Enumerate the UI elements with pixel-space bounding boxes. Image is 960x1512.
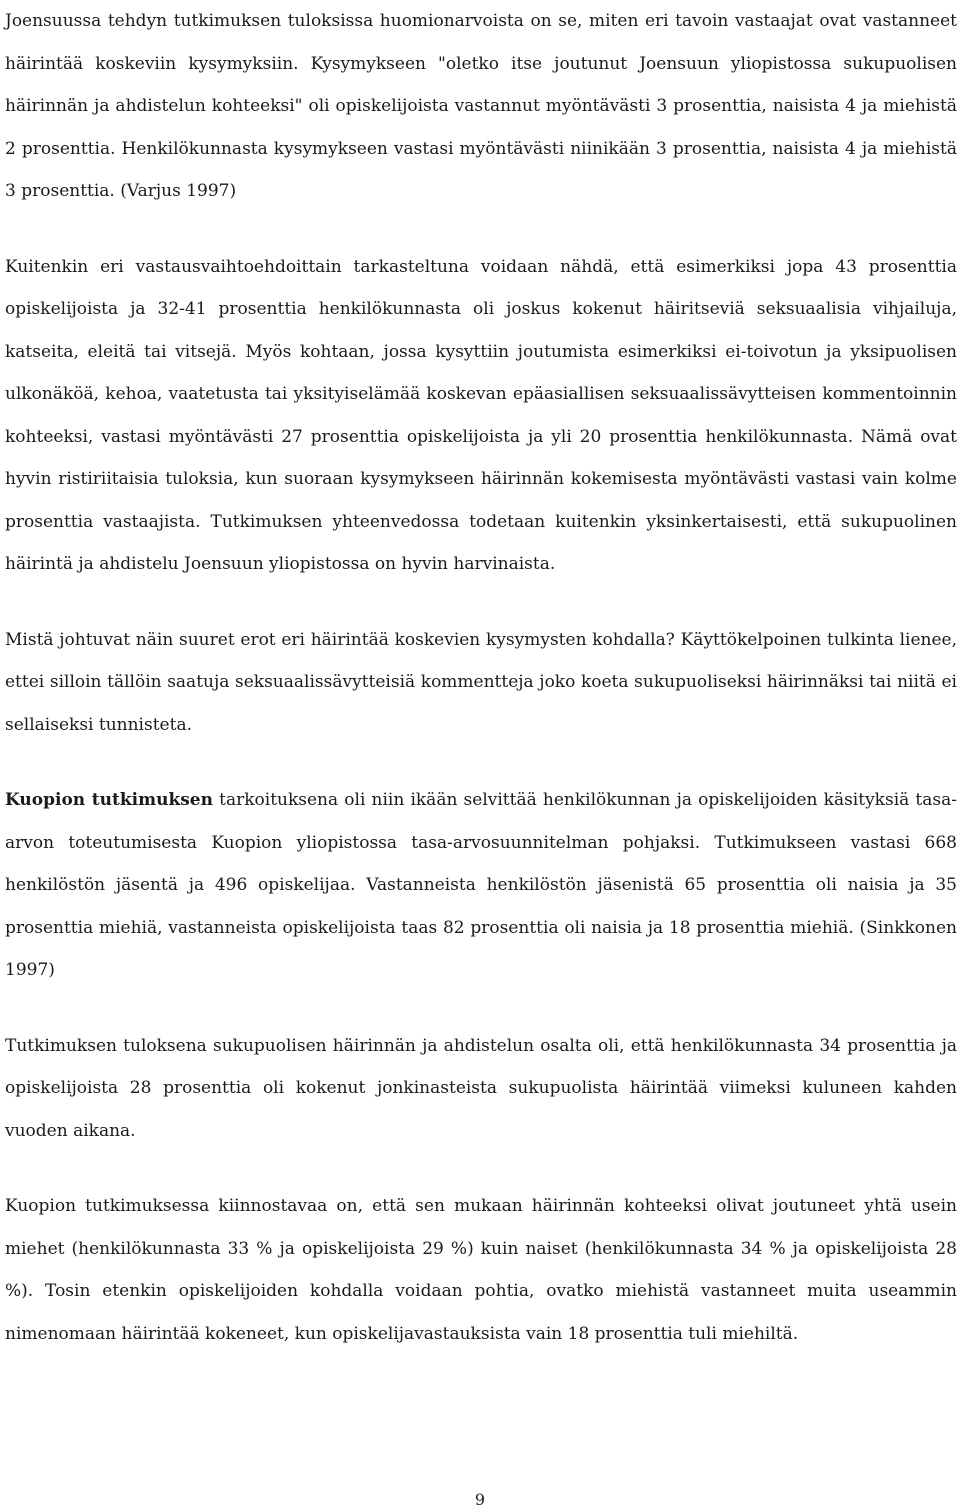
paragraph-response-alternatives: Kuitenkin eri vastausvaihtoehdoittain tarkasteltuna voidaan nähdä, että esimerkiksi jopa 43 prosenttia opiskelijoista ja 32-41 prosenttia henkilökunnasta oli joskus kokenut häiritseviä seksuaalisia vihjailuja, katseita, eleitä tai vitsejä. Myös kohtaan, jossa kysyttiin joutumista esimerkiksi ei-toivotun ja yksipuolisen ulkonäköä, kehoa, vaatetusta tai yksityiselämää koskevan epäasiallisen seksuaalissävytteisen kommentoinnin kohteeksi, vastasi myöntävästi 27 prosenttia opiskelijoista ja yli 20 prosenttia henkilökunnasta. Nämä ovat hyvin ristiriitaisia tuloksia, kun suoraan kysymykseen häirinnän kokemisesta myöntävästi vastasi vain kolme prosenttia vastaajista. Tutkimuksen yhteenvedossa todetaan kuitenkin yksinkertaisesti, että sukupuolinen häirintä ja ahdistelu Joensuun yliopistossa on hyvin harvinaista. (5, 256, 957, 574)
document-page (5, 0, 957, 1355)
paragraph-kuopio-gender: Kuopion tutkimuksessa kiinnostavaa on, että sen mukaan häirinnän kohteeksi olivat joutuneet yhtä usein miehet (henkilökunnasta 33 % ja opiskelijoista 29 %) kuin naiset (henkilökunnasta 34 % ja opiskelijoista 28 %). Tosin etenkin opiskelijoiden kohdalla voidaan pohtia, ovatko miehistä vastanneet muita useammin nimenomaan häirintää kokeneet, kun opiskelijavastauksista vain 18 prosenttia tuli miehiltä. (5, 1196, 957, 1344)
paragraph-kuopio-study (5, 779, 957, 992)
kuopio-study-text: tarkoituksena oli niin ikään selvittää henkilökunnan ja opiskelijoiden käsityksiä tasa-arvon toteutumisesta Kuopion yliopistossa tasa-arvosuunnitelman pohjaksi. Tutkimukseen vastasi 668 henkilöstön jäsentä ja 496 opiskelijaa. Vastanneista henkilöstön jäsenistä 65 prosenttia oli naisia ja 35 prosenttia miehiä, vastanneista opiskelijoista taas 82 prosenttia oli naisia ja 18 prosenttia miehiä. (Sinkkonen 1997) (5, 790, 957, 980)
page-number: 9 (474, 1490, 486, 1509)
kuopio-study-heading: Kuopion tutkimuksen (5, 790, 213, 810)
paragraph-joensuu-results: Joensuussa tehdyn tutkimuksen tuloksissa huomionarvoista on se, miten eri tavoin vastaajat ovat vastanneet häirintää koskeviin kysymyksiin. Kysymykseen "oletko itse joutunut Joensuun yliopistossa sukupuolisen häirinnän ja ahdistelun kohteeksi" oli opiskelijoista vastannut myöntävästi 3 prosenttia, naisista 4 ja miehistä 2 prosenttia. Henkilökunnasta kysymykseen vastasi myöntävästi niinikään 3 prosenttia, naisista 4 ja miehistä 3 prosenttia. (Varjus 1997) (5, 11, 957, 201)
paragraph-kuopio-results: Tutkimuksen tuloksena sukupuolisen häirinnän ja ahdistelun osalta oli, että henkilökunnasta 34 prosenttia ja opiskelijoista 28 prosenttia oli kokenut jonkinasteista sukupuolista häirintää viimeksi kuluneen kahden vuoden aikana. (5, 1035, 957, 1141)
paragraph-interpretation: Mistä johtuvat näin suuret erot eri häirintää koskevien kysymysten kohdalla? Käyttökelpoinen tulkinta lienee, ettei silloin tällöin saatuja seksuaalissävytteisiä kommentteja joko koeta sukupuoliseksi häirinnäksi tai niitä ei sellaiseksi tunnisteta. (5, 629, 957, 735)
